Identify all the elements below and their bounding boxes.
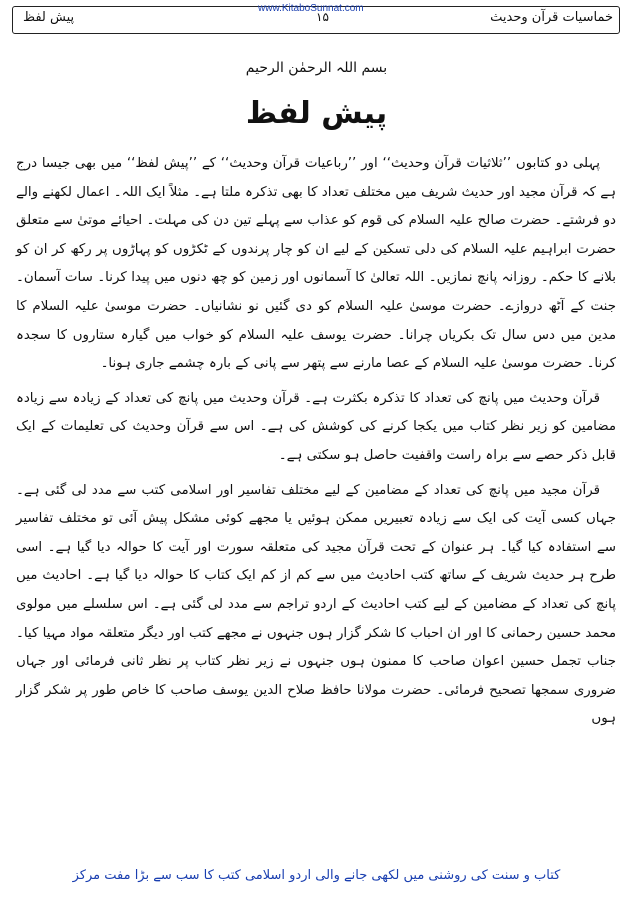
footer-link[interactable]: کتاب و سنت کی روشنی میں لکھی جانے والی اردو اسلامی کتب کا سب سے بڑا مفت مرکز [72, 868, 561, 883]
book-title: خماسیات قرآن وحدیث [490, 10, 613, 25]
paragraph-1: پہلی دو کتابوں ’’ثلاثیات قرآن وحدیث‘‘ اور ’’رباعیات قرآن وحدیث‘‘ کے ’’پیش لفظ‘‘ میں بھی جیسا درج ہے کہ قرآن مجید اور حدیث شریف میں مختلف تعداد کا بھی تذکرہ ملتا ہے۔ مثلاً ایک اللہ۔ اعمال لکھنے والے دو فرشتے۔ حضرت صالح علیہ السلام کی قوم کو عذاب سے پہلے تین دن کی مہلت۔ احیائے موتیٰ سے متعلق حضرت ابراہیم علیہ السلام کی دلی تسکین کے لیے ان کو چار پرندوں کے ٹکڑوں کو پہاڑوں پر رکھ کر ان کو بلانے کا حکم۔ روزانہ پانچ نمازیں۔ اللہ تعالیٰ کا آسمانوں اور زمین کو چھ دنوں میں پیدا کرنا۔ سات آسمان۔ جنت کے آٹھ دروازے۔ حضرت موسیٰ علیہ السلام کو دی گئیں نو نشانیاں۔ حضرت موسیٰ علیہ السلام کا مدین میں دس سال تک بکریاں چرانا۔ حضرت یوسف علیہ السلام کو خواب میں گیارہ ستاروں کا سجدہ کرنا۔ حضرت موسیٰ علیہ السلام کے عصا مارنے سے پتھر سے پانی کے بارہ چشمے جاری ہونا۔ [16, 156, 616, 372]
page-title: پیش لفظ [245, 96, 388, 131]
main-content [16, 150, 616, 740]
website-watermark[interactable]: www.KitaboSunnat.com [258, 3, 364, 14]
section-title: پیش لفظ [23, 10, 75, 25]
paragraph-2: قرآن وحدیث میں پانچ کی تعداد کا تذکرہ بکثرت ہے۔ قرآن وحدیث میں پانچ کی تعداد کے زیادہ سے زیادہ مضامین کو زیر نظر کتاب میں یکجا کرنے کی کوشش کی ہے۔ اس سے قرآن وحدیث کی تعلیمات کے ایک قابل ذکر حصے سے براہ راست واقفیت حاصل ہو سکتی ہے۔ [16, 390, 616, 463]
bismillah: بسم اللہ الرحمٰن الرحیم [245, 60, 388, 76]
page-header [12, 3, 620, 34]
page-number: ۱۵ [316, 10, 329, 24]
paragraph-3: قرآن مجید میں پانچ کی تعداد کے مضامین کے لیے مختلف تفاسیر اور اسلامی کتب سے مدد لی گئی ہے۔ جہاں کسی آیت کی ایک سے زیادہ تعبیریں ممکن ہوئیں یا مجھے کوئی مشکل پیش آئی تو مختلف تفاسیر سے استفادہ کیا گیا۔ ہر عنوان کے تحت قرآن مجید کی متعلقہ سورت اور آیت کا حوالہ دیا گیا ہے۔ اسی طرح ہر حدیث شریف کے ساتھ کتب احادیث میں سے کم از کم ایک کتاب کا حوالہ دیا گیا ہے۔ احادیث میں پانچ کی تعداد کے مضامین کے لیے کتب احادیث کے اردو تراجم سے مدد لی گئی ہے۔ اس سلسلے میں مولوی محمد حسین رحمانی کا اور ان احباب کا شکر گزار ہوں جنہوں نے مجھے کتب اور دیگر متعلقہ مواد مہیا کیا۔ جناب تجمل حسین اعوان صاحب کا ممنون ہوں جنہوں نے زیر نظر کتاب پر نظر ثانی فرمائی اور جہاں ضروری سمجھا تصحیح فرمائی۔ حضرت مولانا حافظ صلاح الدین یوسف صاحب کا خاص طور پر شکر گزار ہوں [16, 482, 616, 727]
